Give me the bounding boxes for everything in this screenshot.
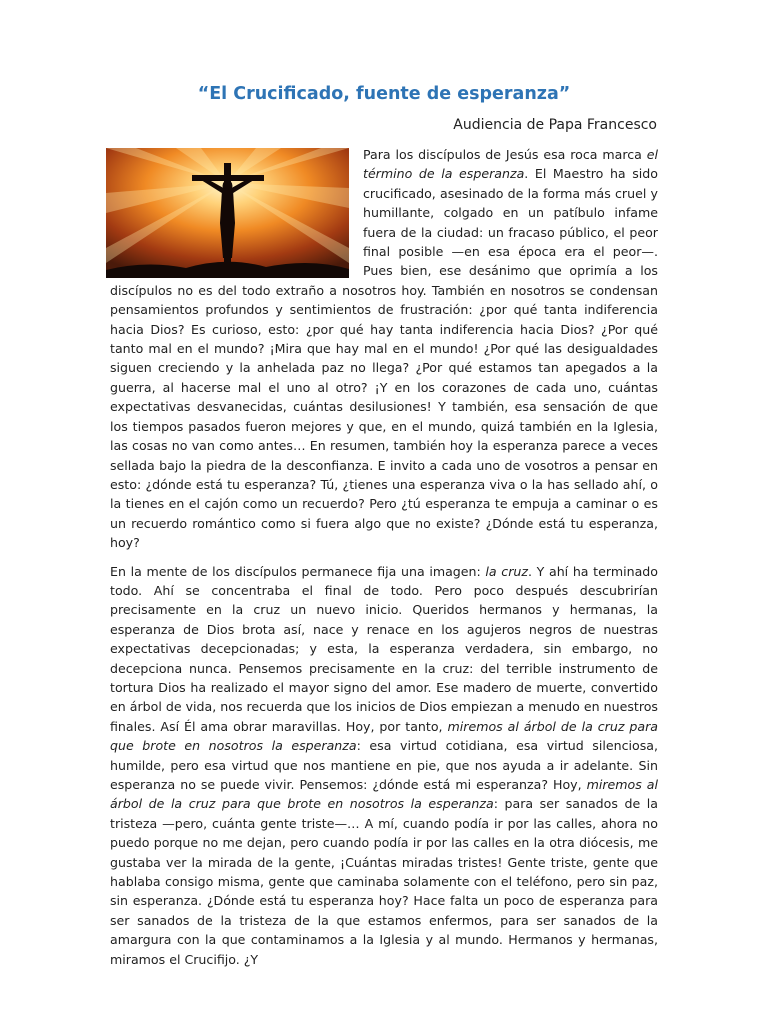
article-body	[110, 145, 658, 978]
page-title: “El Crucificado, fuente de esperanza”	[197, 84, 571, 104]
page-subtitle: Audiencia de Papa Francesco	[453, 117, 657, 133]
crucifix-image	[106, 148, 349, 278]
paragraph-2: En la mente de los discípulos permanece fija una imagen: la cruz. Y ahí ha terminado todo. Ahí se concentraba el final de todo. Pero poco después descubrirían precisamente en la cruz un nuevo inicio. Queridos hermanos y hermanas, la esperanza de Dios brota así, nace y renace en los agujeros negros de nuestras expectativas decepcionadas; y esta, la esperanza verdadera, sin embargo, no decepciona nunca. Pensemos precisamente en la cruz: del terrible instrumento de tortura Dios ha realizado el mayor signo del amor. Ese madero de muerte, convertido en árbol de vida, nos recuerda que los inicios de Dios empiezan a menudo en nuestros finales. Así Él ama obrar maravillas. Hoy, por tanto, miremos al árbol de la cruz para que brote en nosotros la esperanza: esa virtud cotidiana, esa virtud silenciosa, humilde, pero esa virtud que nos mantiene en pie, que nos ayuda a ir adelante. Sin esperanza no se puede vivir. Pensemos: ¿dónde está mi esperanza? Hoy, miremos al árbol de la cruz para que brote en nosotros la esperanza: para ser sanados de la tristeza —pero, cuánta gente triste—… A mí, cuando podía ir por las calles, ahora no puedo porque no me dejan, pero cuando podía ir por las calles en la otra diócesis, me gustaba ver la mirada de la gente, ¡Cuántas miradas tristes! Gente triste, gente que hablaba consigo misma, gente que caminaba solamente con el teléfono, pero sin paz, sin esperanza. ¿Dónde está tu esperanza hoy? Hace falta un poco de esperanza para ser sanados de la tristeza de la que estamos enfermos, para ser sanados de la amargura con la que contaminamos a la Iglesia y al mundo. Hermanos y hermanas, miramos el Crucifijo. ¿Y	[110, 563, 658, 967]
paragraph-1: Para los discípulos de Jesús esa roca marca el término de la esperanza. El Maestro ha sido crucificado, asesinado de la forma más cruel y humillante, colgado en un patíbulo infame fuera de la ciudad: un fracaso público, el peor final posible —en esa época era el peor—. Pues bien, ese desánimo que oprimía a los discípulos no es del todo extraño a nosotros hoy. También en nosotros se condensan pensamientos profundos y sentimientos de frustración: ¿por qué tanta indiferencia hacia Dios? Es curioso, esto: ¿por qué hay tanta indiferencia hacia Dios? ¿Por qué tanto mal en el mundo? ¡Mira que hay mal en el mundo! ¿Por qué las desigualdades siguen creciendo y la anhelada paz no llega? ¿Por qué estamos tan apegados a la guerra, al hacerse mal el uno al otro? ¡Y en los corazones de cada uno, cuántas expectativas desvanecidas, cuántas desilusiones! Y también, esa sensación de que los tiempos pasados fueron mejores y que, en el mundo, quizá también en la Iglesia, las cosas no van como antes… En resumen, también hoy la esperanza parece a veces sellada bajo la piedra de la desconfianza. E invito a cada uno de vosotros a pensar en esto: ¿dónde está tu esperanza? Tú, ¿tienes una esperanza viva o la has sellado ahí, o la tienes en el cajón como un recuerdo? Pero ¿tú esperanza te empuja a caminar o es un recuerdo romántico como si fuera algo que no existe? ¿Dónde está tu esperanza, hoy?	[110, 147, 658, 551]
